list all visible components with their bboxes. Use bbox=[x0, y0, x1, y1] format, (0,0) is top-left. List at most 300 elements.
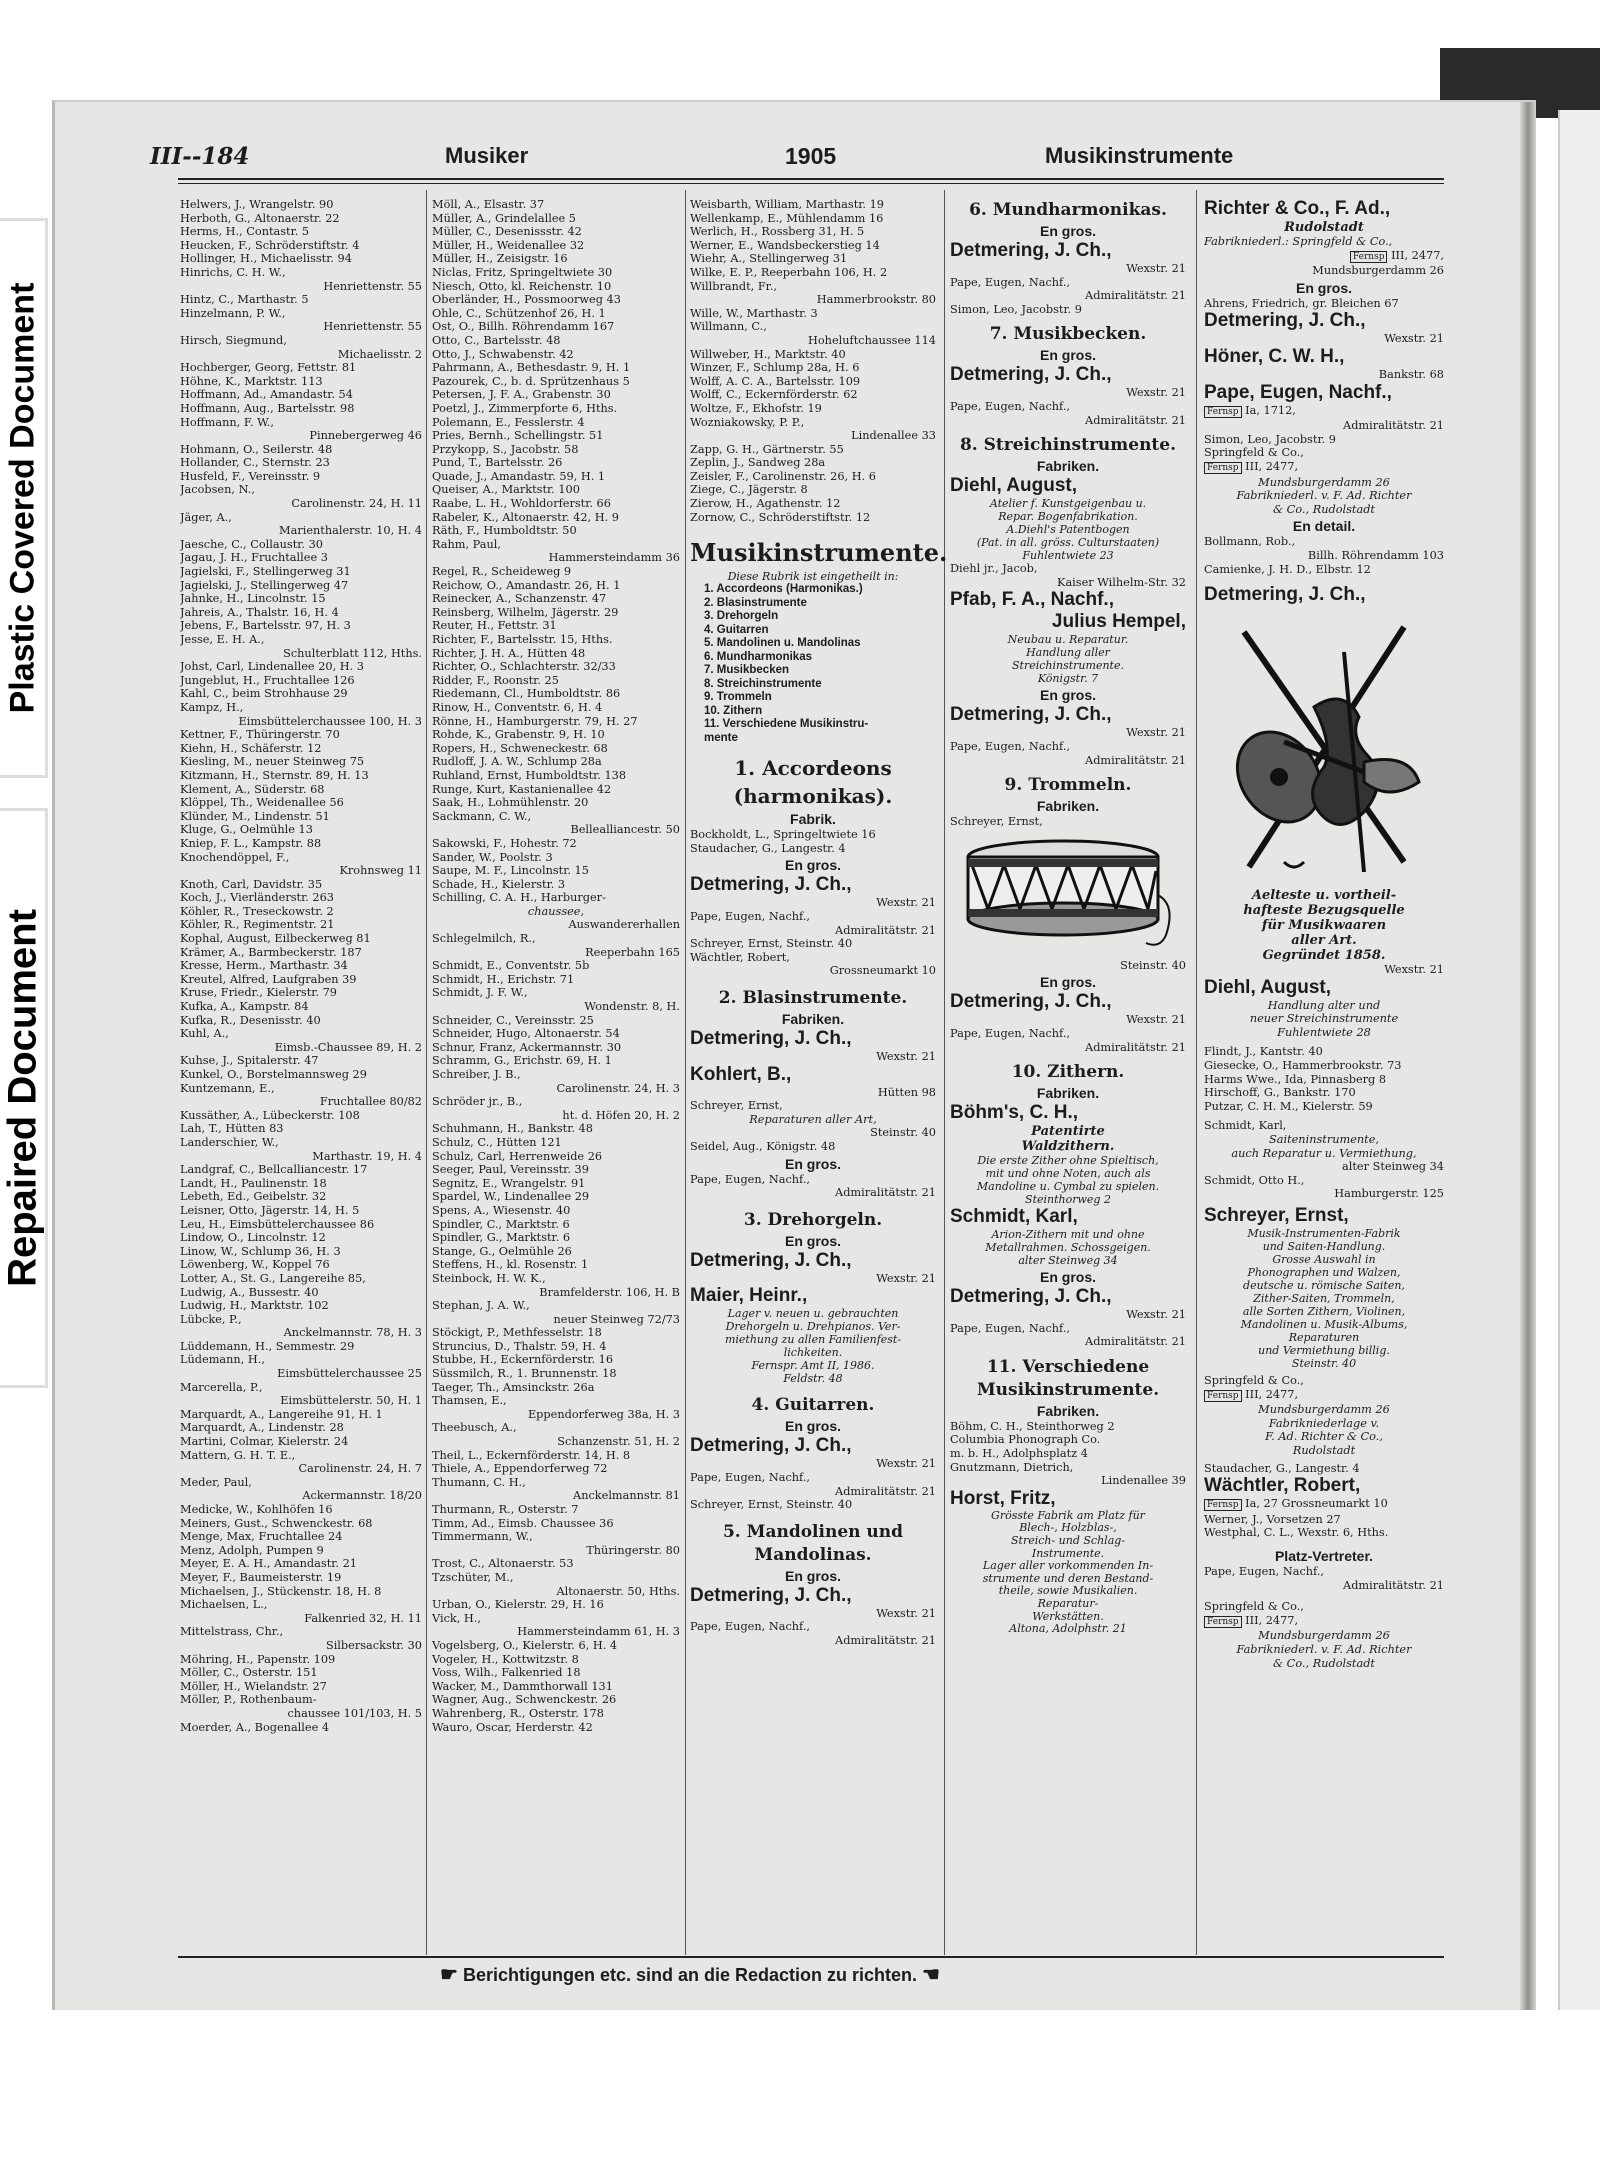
heading-mundharmonikas: 6. Mundharmonikas. bbox=[969, 200, 1167, 220]
address-wexstr: Wexstr. 21 bbox=[1126, 1308, 1186, 1322]
list-entry: Carolinenstr. 24, H. 11 bbox=[291, 497, 422, 511]
list-entry: Bramfelderstr. 106, H. B bbox=[539, 1285, 680, 1299]
list-entry: Grosse Auswahl in bbox=[1272, 1253, 1376, 1266]
list-entry: 8. Streichinstrumente bbox=[704, 677, 822, 690]
list-entry: Lüddemann, H., Semmestr. 29 bbox=[180, 1339, 355, 1353]
list-entry: Husfeld, F., Vereinsstr. 9 bbox=[180, 469, 321, 483]
list-entry: Mittelstrass, Chr., bbox=[180, 1625, 284, 1639]
list-entry: Schade, H., Kielerstr. 3 bbox=[432, 877, 566, 891]
firm-hempel: Julius Hempel, bbox=[1051, 611, 1186, 633]
list-entry: Kresse, Herm., Marthastr. 34 bbox=[180, 959, 348, 973]
list-entry: 11. Verschiedene Musikinstru- bbox=[704, 718, 869, 731]
list-entry: Atelier f. Kunstgeigenbau u. bbox=[989, 497, 1147, 511]
list-entry: Kruse, Friedr., Kielerstr. 79 bbox=[180, 986, 337, 1000]
heading-musikinstrumente: Musikinstrumente. bbox=[690, 538, 948, 568]
subject-title: Musikinstrumente bbox=[1045, 143, 1234, 168]
list-entry: Seeger, Paul, Vereinsstr. 39 bbox=[432, 1163, 589, 1177]
heading-verschiedene: 11. Verschiedene bbox=[986, 1356, 1150, 1377]
list-entry: Spardel, W., Lindenallee 29 bbox=[432, 1190, 590, 1204]
list-entry: Zapp, G. H., Gärtnerstr. 55 bbox=[690, 442, 844, 456]
list-entry: Reeperbahn 165 bbox=[585, 945, 680, 959]
list-entry: Klöppel, Th., Weidenallee 56 bbox=[180, 796, 344, 810]
list-entry: Leu, H., Eimsbüttelerchaussee 86 bbox=[180, 1217, 375, 1231]
list-entry: Schuhmann, H., Bankstr. 48 bbox=[432, 1122, 593, 1136]
list-entry: Schulz, C., Hütten 121 bbox=[432, 1135, 562, 1149]
list-entry: Koch, J., Vierländerstr. 263 bbox=[180, 891, 334, 905]
list-entry: Admiralitätstr. 21 bbox=[835, 1484, 936, 1498]
list-entry: Reparaturen bbox=[1288, 1331, 1360, 1344]
list-entry: Altona, Adolphstr. 21 bbox=[1009, 1623, 1127, 1636]
list-entry: Seidel, Aug., Königstr. 48 bbox=[690, 1139, 836, 1153]
list-entry: Mandoline u. Cymbal zu spielen. bbox=[976, 1180, 1160, 1194]
list-entry: Handlung aller bbox=[1026, 646, 1110, 660]
list-entry: Martini, Colmar, Kielerstr. 24 bbox=[180, 1435, 349, 1449]
springfeld2-lines bbox=[1204, 1403, 1444, 1457]
staudacher bbox=[1204, 1462, 1444, 1476]
list-entry: Putzar, C. H. M., Kielerstr. 59 bbox=[1204, 1099, 1373, 1113]
list-entry: Höhne, K., Marktstr. 113 bbox=[180, 374, 323, 388]
plastic-covered-label: Plastic Covered Document bbox=[3, 282, 41, 714]
firm-detmering: Detmering, J. Ch., bbox=[1204, 310, 1366, 332]
list-entry: Möller, C., Osterstr. 151 bbox=[180, 1666, 318, 1680]
instruments-illustration bbox=[1224, 612, 1424, 882]
list-entry: Saiteninstrumente, bbox=[1269, 1133, 1379, 1147]
list-entry: Otto, C., Bartelsstr. 48 bbox=[432, 333, 561, 347]
page-fold bbox=[1520, 102, 1536, 2010]
list-entry: Ruhland, Ernst, Humboldtstr. 138 bbox=[432, 768, 627, 782]
list-entry: Kahl, C., beim Strohhause 29 bbox=[180, 687, 348, 701]
list-entry: miethung zu allen Familienfest- bbox=[724, 1333, 902, 1347]
list-entry: Ohle, C., Schützenhof 26, H. 1 bbox=[432, 306, 606, 320]
list-entry: Winzer, F., Schlump 28a, H. 6 bbox=[690, 361, 860, 375]
fernsprecher-badge: Fernsp bbox=[1204, 1390, 1242, 1402]
list-entry: Spens, A., Wiesenstr. 40 bbox=[432, 1203, 571, 1217]
list-entry: Steinthorweg 2 bbox=[1025, 1193, 1111, 1207]
list-entry: Jagielski, J., Stellingerweg 47 bbox=[180, 578, 349, 592]
list-entry: Michaelsen, J., Stückenstr. 18, H. 8 bbox=[180, 1584, 382, 1598]
subhead-en-gros: En gros. bbox=[784, 1567, 841, 1584]
list-entry: Rönne, H., Hamburgerstr. 79, H. 27 bbox=[432, 714, 638, 728]
list-entry: Sakowski, F., Hohestr. 72 bbox=[432, 836, 577, 850]
list-entry: strumente und deren Bestand- bbox=[982, 1572, 1154, 1585]
subhead-en-gros: En gros. bbox=[1039, 974, 1096, 991]
diehl-jr bbox=[950, 562, 1186, 589]
list-entry: Regel, R., Scheideweg 9 bbox=[432, 565, 572, 579]
list-entry: Schneider, C., Vereinsstr. 25 bbox=[432, 1013, 594, 1027]
subhead-fabriken: Fabriken. bbox=[1036, 1402, 1100, 1419]
list-entry: Jagielski, F., Stellingerweg 31 bbox=[180, 565, 351, 579]
list-entry: Krämer, A., Barmbeckerstr. 187 bbox=[180, 945, 362, 959]
schreyer-entry: Schreyer, Ernst, bbox=[950, 815, 1043, 829]
list-entry: alter Steinweg 34 bbox=[1342, 1160, 1444, 1174]
list-entry: Wahrenberg, R., Osterstr. 178 bbox=[432, 1706, 604, 1720]
column-2 bbox=[432, 198, 680, 1734]
list-entry: Jäger, A., bbox=[180, 510, 232, 524]
list-entry: Werner, E., Wandsbeckerstieg 14 bbox=[690, 238, 880, 252]
list-entry: Harms Wwe., Ida, Pinnasberg 8 bbox=[1204, 1072, 1387, 1086]
list-entry: Kitzmann, H., Sternstr. 89, H. 13 bbox=[180, 768, 369, 782]
list-entry: Jahreis, A., Thalstr. 16, H. 4 bbox=[180, 605, 339, 619]
ahrens-entry: Ahrens, Friedrich, gr. Bleichen 67 bbox=[1204, 296, 1399, 310]
subhead-fabriken: Fabriken. bbox=[781, 1011, 845, 1027]
list-entry: Reparatur- bbox=[1037, 1598, 1099, 1610]
simon-entry: Simon, Leo, Jacobstr. 9 bbox=[1204, 432, 1336, 446]
list-entry: Giesecke, O., Hammerbrookstr. 73 bbox=[1204, 1059, 1402, 1073]
list-entry: Carolinenstr. 24, H. 7 bbox=[298, 1462, 422, 1476]
firm-detmering: Detmering, J. Ch., bbox=[1204, 584, 1366, 606]
list-entry: aller Art. bbox=[1291, 933, 1357, 949]
list-entry: Rohde, K., Grabenstr. 9, H. 10 bbox=[432, 728, 605, 742]
firm-detmering: Detmering, J. Ch., bbox=[950, 991, 1112, 1013]
address-wexstr: Wexstr. 21 bbox=[1384, 332, 1444, 346]
list-entry: Thiele, A., Eppendorferweg 72 bbox=[432, 1462, 608, 1476]
repaired-document-label: Repaired Document bbox=[0, 909, 44, 1287]
list-entry: Hirschoff, G., Bankstr. 170 bbox=[1204, 1086, 1356, 1100]
list-entry: Meyer, E. A. H., Amandastr. 21 bbox=[180, 1557, 357, 1571]
list-entry: Mundsburgerdamm 26 bbox=[1258, 1629, 1390, 1643]
firm-detmering: Detmering, J. Ch., bbox=[690, 1435, 852, 1457]
list-entry: Wächtler, Robert, bbox=[690, 950, 790, 964]
list-entry: Gegründet 1858. bbox=[1262, 948, 1386, 964]
list-entry: Admiralitätstr. 21 bbox=[1085, 413, 1186, 427]
list-entry: Jungeblut, H., Fruchtallee 126 bbox=[180, 673, 355, 687]
list-entry: alter Steinweg 34 bbox=[1018, 1254, 1118, 1268]
list-entry: Hintz, C., Marthastr. 5 bbox=[180, 293, 309, 307]
springfeld-entry: Springfeld & Co., bbox=[1204, 446, 1304, 460]
repaired-document-tab bbox=[0, 808, 48, 1388]
list-entry: Kampz, H., bbox=[180, 700, 244, 714]
list-entry: Richter, F., Bartelsstr. 15, Hths. bbox=[432, 633, 613, 646]
list-entry: Hammersteindamm 36 bbox=[548, 551, 680, 565]
list-entry: Müller, H., Zeisigstr. 16 bbox=[432, 252, 568, 266]
list-entry: Willmann, C., bbox=[690, 320, 767, 334]
list-entry: Thamsen, E., bbox=[432, 1394, 507, 1408]
springfeld-entry: Springfeld & Co., bbox=[1204, 1374, 1304, 1387]
list-entry: Henriettenstr. 55 bbox=[323, 279, 422, 293]
list-entry: Reparaturen aller Art, bbox=[749, 1112, 877, 1126]
springfeld-fernspr bbox=[1204, 1614, 1444, 1630]
list-entry: Schramm, G., Erichstr. 69, H. 1 bbox=[432, 1054, 612, 1068]
list-entry: Schreyer, Ernst, bbox=[690, 1099, 783, 1113]
list-entry: Queiser, A., Marktstr. 100 bbox=[432, 483, 580, 497]
address-wexstr: Wexstr. 21 bbox=[1126, 726, 1186, 740]
list-entry: Diehl jr., Jacob, bbox=[950, 562, 1038, 576]
list-entry: (Pat. in all. gröss. Culturstaaten) bbox=[976, 536, 1160, 550]
list-entry: Heucken, F., Schröderstiftstr. 4 bbox=[180, 238, 360, 252]
list-entry: Urban, O., Kielerstr. 29, H. 16 bbox=[432, 1598, 604, 1612]
firm-detmering: Detmering, J. Ch., bbox=[690, 1249, 852, 1271]
list-entry: Hoffmann, Aug., Bartelsstr. 98 bbox=[180, 401, 355, 415]
list-entry: Pape, Eugen, Nachf., bbox=[950, 1321, 1071, 1335]
list-entry: Rahm, Paul, bbox=[432, 537, 501, 551]
list-entry: Trost, C., Altonaerstr. 53 bbox=[432, 1557, 574, 1571]
list-entry: Polemann, E., Fesslerstr. 4 bbox=[432, 415, 585, 429]
list-entry: 5. Mandolinen u. Mandolinas bbox=[704, 637, 861, 650]
list-entry: Hirsch, Siegmund, bbox=[180, 333, 287, 347]
list-entry: Rinow, H., Conventstr. 6, H. 4 bbox=[432, 700, 603, 714]
firm-maier: Maier, Heinr., bbox=[690, 1285, 808, 1307]
list-entry: Fabrikniederl. v. F. Ad. Richter bbox=[1236, 489, 1412, 503]
firm-schmidt: Schmidt, Karl, bbox=[950, 1206, 1078, 1228]
list-entry: ht. d. Höfen 20, H. 2 bbox=[562, 1108, 680, 1122]
list-entry: Zornow, C., Schröderstiftstr. 12 bbox=[690, 510, 871, 524]
next-page-edge bbox=[1558, 110, 1600, 2010]
list-entry: Metallrahmen. Schossgeigen. bbox=[985, 1241, 1151, 1255]
list-entry: Wolff, C., Eckernförderstr. 62 bbox=[690, 388, 858, 402]
list-entry: Mundsburgerdamm 26 bbox=[1258, 475, 1390, 489]
list-entry: Eimsbüttelerstr. 50, H. 1 bbox=[280, 1394, 422, 1408]
springfeld-number: III, 2477, bbox=[1245, 459, 1299, 473]
list-entry: Otto, J., Schwabenstr. 42 bbox=[432, 347, 574, 361]
maier-description bbox=[690, 1307, 936, 1385]
list-entry: Falkenried 32, H. 11 bbox=[304, 1611, 422, 1625]
column-4 bbox=[950, 198, 1186, 1636]
subhead-platz-vertreter: Platz-Vertreter. bbox=[1274, 1547, 1374, 1564]
list-entry: Müller, C., Desenissstr. 42 bbox=[432, 225, 582, 239]
heading-guitarren: 4. Guitarren. bbox=[751, 1395, 875, 1416]
boehm-patent: Patentirte bbox=[1031, 1124, 1105, 1140]
list-entry: Hinrichs, C. H. W., bbox=[180, 265, 286, 279]
list-entry: Jacobsen, N., bbox=[180, 483, 255, 497]
heading-mandolinen: 5. Mandolinen und bbox=[722, 1521, 904, 1542]
list-entry: Jahnke, H., Lincolnstr. 15 bbox=[180, 592, 326, 606]
list-entry: Hoffmann, Ad., Amandastr. 54 bbox=[180, 388, 353, 402]
list-entry: Zierow, H., Agathenstr. 12 bbox=[690, 497, 841, 511]
list-entry: Steinstr. 40 bbox=[870, 1126, 936, 1140]
subhead-en-gros: En gros. bbox=[784, 857, 841, 874]
list-entry: Meyer, F., Baumeisterstr. 19 bbox=[180, 1570, 342, 1584]
list-entry: für Musikwaaren bbox=[1261, 918, 1387, 934]
list-entry: Billh. Röhrendamm 103 bbox=[1307, 548, 1444, 562]
heading-musikbecken: 7. Musikbecken. bbox=[989, 324, 1147, 345]
firm-richter: Richter & Co., F. Ad., bbox=[1204, 198, 1391, 219]
list-entry: Sander, W., Poolstr. 3 bbox=[432, 850, 553, 864]
list-entry: Johst, Carl, Lindenallee 20, H. 3 bbox=[180, 660, 364, 674]
list-entry: Stubbe, H., Eckernförderstr. 16 bbox=[432, 1353, 614, 1367]
list-entry: Wondenstr. 8, H. bbox=[584, 1000, 680, 1014]
pape-fernspr bbox=[1204, 404, 1444, 420]
list-entry: Hammerbrookstr. 80 bbox=[816, 293, 936, 307]
list-entry: deutsche u. römische Saiten, bbox=[1243, 1279, 1405, 1292]
list-entry: 10. Zithern bbox=[704, 704, 763, 717]
blas-list bbox=[690, 1099, 936, 1153]
list-entry: Hohmann, O., Seilerstr. 48 bbox=[180, 442, 333, 456]
list-entry: Zeplin, J., Sandweg 28a bbox=[690, 456, 826, 470]
list-entry: Pape, Eugen, Nachf., bbox=[690, 1470, 811, 1484]
list-entry: Admiralitätstr. 21 bbox=[835, 1633, 936, 1647]
list-entry: Kuntzemann, E., bbox=[180, 1081, 275, 1095]
verschiedene-list bbox=[950, 1420, 1186, 1488]
list-entry: Wauro, Oscar, Herderstr. 42 bbox=[432, 1720, 593, 1734]
list-entry: Gnutzmann, Dietrich, bbox=[950, 1460, 1074, 1474]
fernsprecher-badge: Fernsp bbox=[1204, 462, 1242, 474]
fernsprecher-badge: Fernsp bbox=[1204, 1499, 1242, 1511]
list-entry: Werlich, H., Rossberg 31, H. 5 bbox=[690, 225, 865, 239]
list-entry: Staudacher, G., Langestr. 4 bbox=[1204, 1461, 1360, 1475]
list-entry: Pape, Eugen, Nachf., bbox=[690, 1620, 811, 1634]
subhead-fabriken: Fabriken. bbox=[1036, 458, 1100, 475]
trommeln-list bbox=[950, 1027, 1186, 1054]
list-entry: Tzschüter, M., bbox=[432, 1570, 514, 1584]
list-entry: Hoheluftchaussee 114 bbox=[808, 333, 936, 347]
list-entry: Pazourek, C., b. d. Sprützenhaus 5 bbox=[432, 374, 630, 388]
list-entry: Spindler, G., Marktstr. 6 bbox=[432, 1231, 571, 1245]
list-entry: Schmidt, Otto H., bbox=[1204, 1173, 1305, 1187]
list-entry: Wolff, A. C. A., Bartelsstr. 109 bbox=[690, 374, 861, 388]
fernspr-number: III, 2477, bbox=[1391, 248, 1444, 262]
list-entry: und Saiten-Handlung. bbox=[1262, 1240, 1386, 1253]
list-entry: Jagau, J. H., Fruchtallee 3 bbox=[180, 551, 328, 565]
subhead-en-gros: En gros. bbox=[1039, 347, 1096, 364]
pape-number: Ia, 1712, bbox=[1245, 403, 1296, 417]
column-divider bbox=[685, 190, 686, 1955]
rubric-list bbox=[690, 583, 936, 745]
list-entry: Hoffmann, F. W., bbox=[180, 415, 274, 429]
list-entry: Böhm, C. H., Steinthorweg 2 bbox=[950, 1419, 1115, 1433]
drum-illustration bbox=[958, 835, 1178, 953]
page-number: III--184 bbox=[150, 143, 250, 170]
firm-detmering: Detmering, J. Ch., bbox=[950, 364, 1112, 386]
subhead-fabriken: Fabriken. bbox=[1036, 798, 1100, 815]
column-divider bbox=[944, 190, 945, 1955]
list-entry: Schröder jr., B., bbox=[432, 1095, 523, 1109]
address-admiralitaet: Admiralitätstr. 21 bbox=[1343, 419, 1444, 433]
list-entry: Landgraf, C., Bellcalliancestr. 17 bbox=[180, 1163, 368, 1177]
list-entry: Vogeler, H., Kottwitzstr. 8 bbox=[432, 1652, 579, 1666]
list-entry: Kluge, G., Oelmühle 13 bbox=[180, 823, 313, 837]
list-entry: Pape, Eugen, Nachf., bbox=[690, 1172, 811, 1186]
firm-detmering: Detmering, J. Ch., bbox=[950, 704, 1112, 726]
list-entry: Menz, Adolph, Pumpen 9 bbox=[180, 1543, 324, 1557]
list-entry: Müller, A., Grindelallee 5 bbox=[432, 211, 576, 225]
list-entry: Krohnsweg 11 bbox=[339, 864, 422, 878]
schmidt-description bbox=[950, 1228, 1186, 1267]
list-entry: neuer Steinweg 72/73 bbox=[553, 1312, 680, 1326]
column-divider bbox=[426, 190, 427, 1955]
firm-kohlert: Kohlert, B., bbox=[690, 1063, 792, 1085]
list-entry: Lah, T., Hütten 83 bbox=[180, 1122, 284, 1136]
list-entry: Marquardt, A., Langereihe 91, H. 1 bbox=[180, 1407, 383, 1421]
schreyer-description bbox=[1204, 1227, 1444, 1370]
list-entry: Pape, Eugen, Nachf., bbox=[950, 739, 1071, 753]
list-entry: Kiesling, M., neuer Steinweg 75 bbox=[180, 755, 365, 769]
list-entry: Herboth, G., Altonaerstr. 22 bbox=[180, 211, 340, 225]
list-entry: Theebusch, A., bbox=[432, 1421, 517, 1435]
list-entry: Marienthalerstr. 10, H. 4 bbox=[279, 524, 422, 538]
heading-zithern: 10. Zithern. bbox=[1011, 1062, 1125, 1083]
richter-fabrikniederl: Fabrikniederl.: Springfeld & Co., bbox=[1204, 235, 1393, 248]
list-entry: und Vermiethung billig. bbox=[1258, 1344, 1390, 1357]
list-entry: Königstr. 7 bbox=[1037, 672, 1099, 686]
list-entry: Richter, J. H. A., Hütten 48 bbox=[432, 646, 586, 660]
list-entry: Thüringerstr. 80 bbox=[586, 1543, 680, 1557]
list-entry: Raabe, L. H., Wohldorferstr. 66 bbox=[432, 497, 611, 511]
mandolinen-list bbox=[690, 1620, 936, 1647]
list-entry: Lindenallee 33 bbox=[851, 429, 936, 443]
list-entry: Kufka, R., Desenisstr. 40 bbox=[180, 1013, 321, 1027]
list-entry: Sackmann, C. W., bbox=[432, 809, 532, 823]
rubric-intro: Diese Rubrik ist eingetheilt in: bbox=[727, 570, 899, 584]
list-entry: Ludwig, H., Marktstr. 102 bbox=[180, 1299, 329, 1313]
list-entry: Ziege, C., Jägerstr. 8 bbox=[690, 483, 808, 497]
list-entry: Vogelsberg, O., Kielerstr. 6, H. 4 bbox=[432, 1638, 618, 1652]
list-entry: Schanzenstr. 51, H. 2 bbox=[557, 1435, 680, 1449]
list-entry: Kussäther, A., Lübeckerstr. 108 bbox=[180, 1108, 360, 1122]
hempel-description bbox=[950, 633, 1186, 685]
list-entry: Pries, Bernh., Schellingstr. 51 bbox=[432, 429, 604, 443]
list-entry: mente bbox=[704, 731, 738, 744]
list-entry: Schreyer, Ernst, Steinstr. 40 bbox=[690, 937, 853, 951]
list-entry: Bellealliancestr. 50 bbox=[570, 823, 680, 837]
column-1 bbox=[180, 198, 422, 1734]
list-entry: Marcerella, P., bbox=[180, 1380, 263, 1394]
list-entry: 7. Musikbecken bbox=[704, 664, 790, 677]
platz-list bbox=[1204, 1565, 1444, 1592]
list-entry: Thurmann, R., Osterstr. 7 bbox=[432, 1503, 579, 1516]
waechtler-number: Ia, 27 Grossneumarkt 10 bbox=[1245, 1497, 1388, 1511]
list-entry: Lebeth, Ed., Geibelstr. 32 bbox=[180, 1190, 327, 1204]
list-entry: Admiralitätstr. 21 bbox=[1085, 1335, 1186, 1349]
address-steinstr: Steinstr. 40 bbox=[1120, 958, 1186, 972]
list-entry: Reinsberg, Wilhelm, Jägerstr. 29 bbox=[432, 605, 619, 619]
list-entry: Werkstätten. bbox=[1032, 1610, 1104, 1623]
list-entry: Saupe, M. F., Lincolnstr. 15 bbox=[432, 864, 589, 878]
list-entry: Willbrandt, Fr., bbox=[690, 279, 778, 293]
list-entry: Stephan, J. A. W., bbox=[432, 1299, 530, 1313]
list-entry: Köhler, R., Treseckowstr. 2 bbox=[180, 904, 334, 918]
list-entry: Struncius, D., Thalstr. 59, H. 4 bbox=[432, 1339, 607, 1353]
list-entry: Eimsbüttelerchaussee 25 bbox=[277, 1367, 422, 1381]
heading-streichinstrumente: 8. Streichinstrumente. bbox=[959, 435, 1177, 456]
list-entry: Meder, Paul, bbox=[180, 1475, 252, 1489]
list-entry: 9. Trommeln bbox=[704, 691, 772, 704]
list-entry: Pinnebergerweg 46 bbox=[309, 429, 422, 443]
list-entry: Simon, Leo, Jacobstr. 9 bbox=[950, 302, 1082, 316]
list-entry: Riedemann, Cl., Humboldtstr. 86 bbox=[432, 687, 621, 701]
list-entry: Handlung alter und bbox=[1267, 998, 1381, 1012]
springfeld3-lines bbox=[1204, 1629, 1444, 1670]
list-entry: Lotter, A., St. G., Langereihe 85, bbox=[180, 1271, 366, 1285]
list-entry: Ost, O., Billh. Röhrendamm 167 bbox=[432, 320, 615, 334]
list-entry: Ackermannstr. 18/20 bbox=[302, 1489, 422, 1503]
list-entry: Medicke, W., Kohlhöfen 16 bbox=[180, 1503, 333, 1516]
diehl-description bbox=[950, 497, 1186, 562]
list-entry: Kufka, A., Kampstr. 84 bbox=[180, 1000, 309, 1014]
list-entry: Linow, W., Schlump 36, H. 3 bbox=[180, 1244, 341, 1258]
list-entry: Ropers, H., Schweneckestr. 68 bbox=[432, 741, 608, 755]
list-entry: Voss, Wilh., Falkenried 18 bbox=[432, 1666, 581, 1680]
list-entry: Kuhl, A., bbox=[180, 1027, 229, 1041]
blas-engros-list bbox=[690, 1173, 936, 1200]
page-header bbox=[150, 143, 1440, 177]
streich-engros-list bbox=[950, 740, 1186, 767]
list-entry: Kettner, F., Thüringerstr. 70 bbox=[180, 728, 340, 742]
list-entry: Hamburgerstr. 125 bbox=[1334, 1187, 1444, 1201]
list-entry: Menge, Max, Fruchtallee 24 bbox=[180, 1530, 343, 1544]
list-entry: Reuter, H., Fettstr. 31 bbox=[432, 619, 557, 633]
list-entry: Lübcke, P., bbox=[180, 1312, 242, 1326]
list-entry: Admiralitätstr. 21 bbox=[835, 923, 936, 937]
list-entry: Bollmann, Rob., bbox=[1204, 535, 1296, 549]
heading-accordeons: 1. Accordeons bbox=[734, 756, 892, 781]
address-wexstr: Wexstr. 21 bbox=[1384, 963, 1444, 977]
heading-blasinstrumente: 2. Blasinstrumente. bbox=[718, 988, 908, 1008]
list-entry: Flindt, J., Kantstr. 40 bbox=[1204, 1045, 1323, 1059]
subhead-en-gros: En gros. bbox=[784, 1155, 841, 1172]
list-entry: Feldstr. 48 bbox=[783, 1372, 843, 1386]
list-entry: Hollander, C., Sternstr. 23 bbox=[180, 456, 330, 470]
column-5 bbox=[1204, 198, 1444, 1670]
